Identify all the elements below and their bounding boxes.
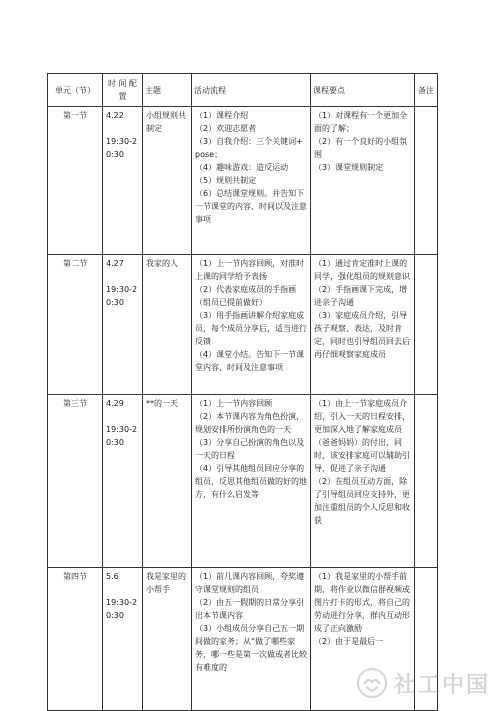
flow-step: （1）课程介绍 <box>195 111 249 120</box>
session-time: 19:30-20:30 <box>106 285 138 307</box>
table-row <box>48 255 438 395</box>
flow-step: （2）由五一假期的日常分享引出本节课内容 <box>195 598 305 620</box>
theme-cell: 我是家里的小帮手 <box>143 568 192 711</box>
session-date: 4.27 <box>106 259 124 268</box>
flow-step: （6）总结课堂规则。并告知下一节课堂的内容、时间以及注意事项 <box>195 189 307 224</box>
key-point: （2）有一个良好的小组氛围 <box>314 137 408 159</box>
points-cell <box>311 255 415 395</box>
unit-cell: 第四节 <box>48 568 103 711</box>
remark-cell <box>415 255 438 395</box>
flow-step: （5）规则共制定 <box>195 176 257 185</box>
flow-step: （1）上一节内容回顾 <box>195 399 273 408</box>
time-cell <box>103 107 143 255</box>
session-time: 19:30-20:30 <box>106 425 138 447</box>
points-cell <box>311 395 415 568</box>
table-row <box>48 395 438 568</box>
flow-step: （4）引导其他组员回应分享的组员，反思其他组员做的好的地方，有什么启发等 <box>195 464 307 499</box>
flow-step: （2）本节课内容为角色扮演，规划安排所扮演角色的一天 <box>195 412 305 434</box>
key-point: （2）手指画课下完成，增进亲子沟通 <box>314 285 408 307</box>
points-cell <box>311 107 415 255</box>
session-time: 19:30-20:30 <box>106 598 138 620</box>
watermark-logo <box>356 665 490 701</box>
flow-step: （3）用手指画讲解介绍家庭成员，每个成员分享后，适当进行反馈 <box>195 311 307 346</box>
session-date: 4.22 <box>106 111 124 120</box>
table-header-row <box>48 74 438 107</box>
remark-cell <box>415 395 438 568</box>
time-cell <box>103 568 143 711</box>
table-row <box>48 107 438 255</box>
flow-step: （4）课堂小结。告知下一节课堂内容、时间及注意事项 <box>195 350 305 372</box>
key-point: （2）在组员互动方面，除了引导组员回应支持外，更加注重组员的个人反思和收获 <box>314 477 410 525</box>
theme-cell: 小组规则共制定 <box>143 107 192 255</box>
unit-cell: 第三节 <box>48 395 103 568</box>
header-flow: 活动流程 <box>192 74 311 107</box>
session-time: 19:30-20:30 <box>106 137 138 159</box>
flow-step: （1）上一节内容回顾，对准时上课的同学给予表扬 <box>195 259 305 281</box>
flow-step: （2）欢迎志愿者 <box>195 124 257 133</box>
theme-cell: 我家的人 <box>143 255 192 395</box>
flow-cell <box>192 255 311 395</box>
handshake-emblem-icon <box>356 667 388 699</box>
header-remark: 备注 <box>415 74 438 107</box>
theme-cell: **的一天 <box>143 395 192 568</box>
header-points: 课程要点 <box>311 74 415 107</box>
flow-cell <box>192 395 311 568</box>
header-theme: 主题 <box>143 74 192 107</box>
watermark-text: 社工中国 <box>393 671 490 698</box>
flow-cell <box>192 107 311 255</box>
flow-step: （3）自我介绍：三个关键词+pose； <box>195 137 303 159</box>
time-cell <box>103 255 143 395</box>
flow-step: （3）分享自己扮演的角色以及一天的日程 <box>195 438 305 460</box>
flow-step: （3）小组成员分享自己五一期间做的家务；从“做了哪些家务，哪一些是第一次做或者比较有难度的 <box>195 624 307 672</box>
flow-step: （1）前几课内容回顾，夸奖遵守课堂规则的组员 <box>195 572 305 594</box>
key-point: （1）通过肯定准时上课的同学，强化组员的规则意识 <box>314 259 410 281</box>
session-date: 4.29 <box>106 399 124 408</box>
unit-cell: 第二节 <box>48 255 103 395</box>
flow-step: （4）趣味游戏：造反运动 <box>195 163 289 172</box>
flow-cell <box>192 568 311 711</box>
activity-plan-table <box>47 73 438 711</box>
header-unit: 单元（节） <box>48 74 103 107</box>
unit-cell: 第一节 <box>48 107 103 255</box>
session-date: 5.6 <box>106 572 119 581</box>
header-time: 时 间 配 置 <box>103 74 143 107</box>
flow-step: （2）代表家庭成员的手指画（组员已提前做好） <box>195 285 297 307</box>
key-point: （2）由于是最后一 <box>314 637 384 646</box>
key-point: （1）对课程有一个更加全面的了解； <box>314 111 408 133</box>
time-cell <box>103 395 143 568</box>
remark-cell <box>415 107 438 255</box>
key-point: （3）课堂规则制定 <box>314 163 384 172</box>
key-point: （3）家庭成员介绍，引导孩子观察、表达，及时肯定，同时也引导组员回去后再仔细观察家庭成员 <box>314 311 410 359</box>
key-point: （1）由上一节家庭成员介绍，引入一天的日程安排，更加深入地了解家庭成员（爸爸妈妈）的付出，同时，该安排家庭可以辅助引导，促进了亲子沟通 <box>314 399 410 473</box>
key-point: （1）我是家里的小帮手前期，将作业以微信群视频或图片打卡的形式，将自己的劳动进行分享，群内互动形成了正向激励 <box>314 572 410 633</box>
